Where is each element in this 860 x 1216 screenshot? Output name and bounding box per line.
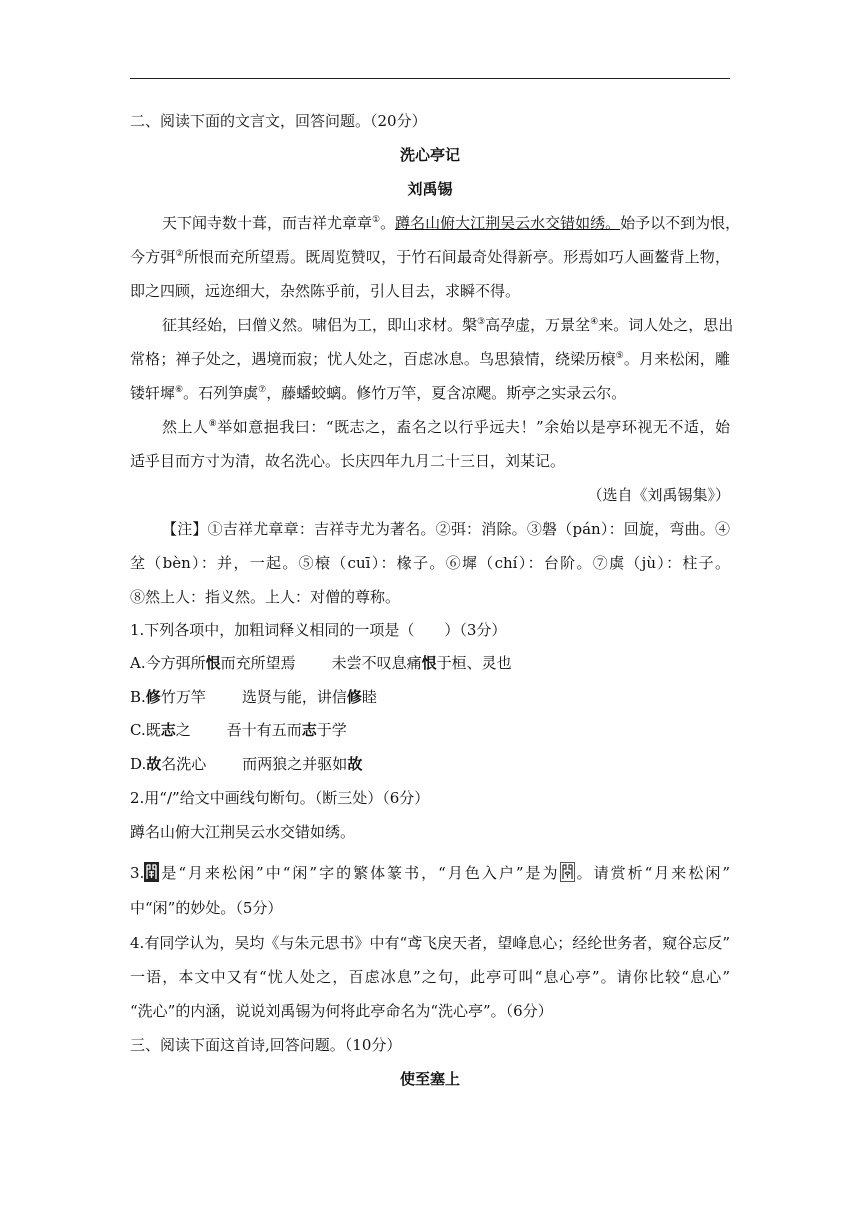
poem-title: 使至塞上 [399,1070,460,1088]
p1-line3: 即之四顾，远迩细大，杂然陈乎前，引人目去，求瞬不得。 [130,282,521,300]
essay-source: （选自《刘禹锡集》） [587,486,730,504]
q4-line3: “洗心”的内涵，说说刘禹锡为何将此亭命名为“洗心亭”。（6分） [130,1002,553,1020]
section3-heading: 三、阅读下面这首诗,回答问题。（10分） [130,1036,402,1054]
q4-line1: 4.有同学认为，吴均《与朱元思书》中有“鸢飞戾天者，望峰息心；经纶世务者，窥谷忘反” [130,934,730,952]
q1-option-c: C.既志之 吾十有五而志于学 [130,721,347,739]
notes-line3: ⑧然上人：指义然。上人：对僧的尊称。 [130,588,401,606]
p1-line1: 天下闻寺数十葺，而吉祥尤章章①。蹲名山俯大江荆吴云水交错如绣。始予以不到为恨， [162,214,741,232]
seal-xian-light-icon [560,862,575,882]
p1-line2: 今方弭②所恨而充所望焉。既周览赞叹，于竹石间最奇处得新亭。形焉如巧人画鳌背上物， [130,248,730,266]
q2-stem: 2.用“/”给文中画线句断句。（断三处）（6分） [130,789,430,807]
underlined-sentence: 蹲名山俯大江荆吴云水交错如绣。 [395,214,621,232]
header-rule [130,78,730,79]
q1-stem: 1.下列各项中，加粗词释义相同的一项是（ ）（3分） [130,621,507,639]
q1-option-d: D.故名洗心 而两狼之并驱如故 [130,755,363,773]
essay-author: 刘禹锡 [407,180,453,198]
essay-title: 洗心亭记 [399,146,460,164]
q1-option-a: A.今方弭所恨而充所望焉 未尝不叹息痛恨于桓、灵也 [130,654,512,672]
p2-line2: 常格；禅子处之，遇境而寂；忧人处之，百虑冰息。鸟思猿情，绕梁历榱⑤。月来松闲，雕 [130,350,730,368]
p3-line1: 然上人⑧举如意挹我曰：“既志之，盍名之以行乎远夫！”余始以是亭环视无不适，始 [162,418,730,436]
p3-line2: 适乎目而方寸为清，故名洗心。长庆四年九月二十三日，刘某记。 [130,452,566,470]
q1-option-b: B.修竹万竿 选贤与能，讲信修睦 [130,688,377,706]
q4-line2: 一语，本文中又有“忧人处之，百虑冰息”之句，此亭可叫“息心亭”。请你比较“息心” [130,968,730,986]
p2-line3: 镂轩墀⑥。石列笋虡⑦，藤蟠蛟螭。修竹万竿，夏含凉飔。斯亭之实录云尔。 [130,384,627,402]
q3-line1: 3. 是“月来松闲”中“闲”字的繁体篆书，“月色入户”是为 。请赏析“月来松闲” [130,864,731,882]
section2-heading: 二、阅读下面的文言文，回答问题。（20分） [130,112,427,130]
p2-line1: 征其经始，曰僧义然。啸侣为工，即山求材。槃③高孕虚，万景坌④来。词人处之，思出 [162,316,734,334]
notes-line1: 【注】①吉祥尤章章：吉祥寺尤为著名。②弭：消除。③磐（pán）：回旋，弯曲。④ [162,520,730,538]
q2-sentence: 蹲名山俯大江荆吴云水交错如绣。 [130,823,356,841]
q3-line2: 中“闲”的妙处。（5分） [130,899,283,917]
seal-xian-dark-icon [144,862,159,882]
notes-line2: 坌（bèn）：并，一起。⑤榱（cuī）：椽子。⑥墀（chí）：台阶。⑦虡（jù）：柱子。 [130,554,730,572]
